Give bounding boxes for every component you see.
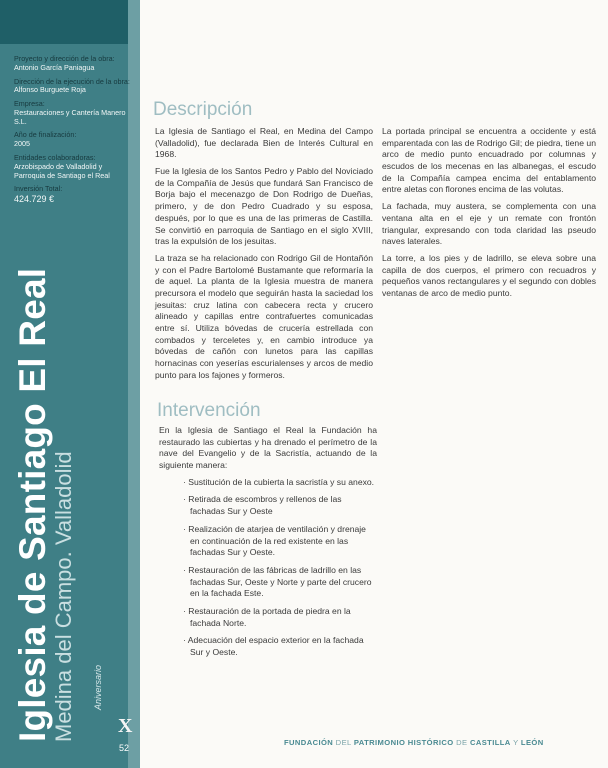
descripcion-left-column [155,126,373,386]
page-subtitle: Medina del Campo. Valladolid [51,451,76,742]
detail-label: Año de finalización: [14,130,77,140]
list-item: · Sustitución de la cubierta la sacristía y su anexo. [183,477,377,489]
sidebar-top-band [0,0,128,44]
detail-anio [14,131,134,149]
intervencion-intro: En la Iglesia de Santiago el Real la Fundación ha restaurado las cubiertas y ha drenado el perímetro de la nave del Evangelio y de la Sacristía, actuando de la siguiente manera: [159,425,377,471]
detail-label: Proyecto y dirección de la obra: [14,54,115,63]
detail-label: Entidades colaboradoras: [14,153,96,163]
list-item: · Retirada de escombros y rellenos de las fachadas Sur y Oeste [183,494,377,517]
vertical-title [12,267,76,742]
page-number: 52 [119,743,130,753]
intervencion-column [159,425,377,665]
paragraph: La Iglesia de Santiago el Real, en Medina del Campo (Valladolid), fue declarada Bien de Interés Cultural en 1968. [155,126,373,160]
footer-word: LEÓN [520,738,544,747]
detail-value: Alfonso Burguete Roja [14,85,86,95]
aniversario-label: Aniversario [93,664,103,710]
detail-value: Arzobispado de Valladolid y Parroquia de Santiago el Real [14,161,110,180]
paragraph: Fue la Iglesia de los Santos Pedro y Pablo del Noviciado de la Compañía de Jesús que fundará San Francisco de Borja bajo el mecenazgo de Don Rodrigo de Dueñas, primero, y de don Pedro Cuadrado y su esposa, después, por lo que es una de las primeras de Castilla. Se convirtió en parroquia de Santiago en el siglo XVIII, tras la expulsión de los jesuitas. [155,166,373,247]
foundation-footer [284,738,544,747]
footer-word: DE [453,738,470,747]
detail-proyecto [14,55,134,73]
detail-value: 2005 [14,139,30,149]
list-item: · Adecuación del espacio exterior en la fachada Sur y Oeste. [183,635,377,658]
detail-value: Antonio García Paniagua [14,62,95,72]
footer-word: DEL [333,738,354,747]
detail-value: 424.729 € [14,194,55,205]
anniversary-roman-numeral: X [118,715,133,737]
detail-entidades [14,154,134,180]
detail-inversion [14,185,134,205]
paragraph: La torre, a los pies y de ladrillo, se eleva sobre una capilla de dos cuerpos, el primero con recuadros y pequeños vanos rectangulares y el segundo con dobles ventanas de arco de medio punto. [382,252,596,298]
detail-empresa [14,100,134,126]
project-details [14,55,134,210]
intervencion-heading: Intervención [157,400,261,421]
footer-word: PATRIMONIO HISTÓRICO [353,738,454,747]
descripcion-heading: Descripción [153,99,253,120]
descripcion-right-column [382,126,596,305]
paragraph: La fachada, muy austera, se complementa con una ventana alta en el eje y un remate con frontón triangular, expresando con toda claridad las pseudo naves laterales. [382,201,596,247]
page-title: Iglesia de Santiago El Real [12,267,53,742]
footer-word: Y [510,738,521,747]
detail-direccion [14,78,134,96]
detail-value: Restauraciones y Cantería Manero S.L. [14,107,126,126]
footer-word: FUNDACIÓN [284,738,334,747]
detail-label: Dirección de la ejecución de la obra: [14,76,130,86]
list-item: · Restauración de las fábricas de ladrillo en las fachadas Sur, Oeste y Norte y parte del crucero en la fachada Este. [183,565,377,600]
detail-label: Inversión Total: [14,184,63,194]
list-item: · Realización de atarjea de ventilación y drenaje en continuación de la red existente en las fachadas Sur y Oeste. [183,524,377,559]
intervencion-list [159,477,377,659]
detail-label: Empresa: [14,99,45,109]
paragraph: La traza se ha relacionado con Rodrigo Gil de Hontañón y con el Padre Bartolomé Bustamante que reformaría la de aquel. La planta de la Iglesia muestra de manera precursora el modelo que seguirán hasta la saciedad los jesuitas: cruz latina con cabecera recta y crucero alineado y capillas entre contrafuertes comunicadas entre sí. Utiliza bóvedas de crucería estrellada con combados y terceletes y, en cambio introduce ya bóvedas de cañón con lunetos para las capillas hornacinas con yeserías escurialenses y arcos de medio punto para los fajones y formeros. [155,252,373,380]
paragraph: La portada principal se encuentra a occidente y está emparentada con las de Rodrigo Gil; de piedra, tiene un arco de medio punto encuadrado por columnas y escudos de los mecenas en las albanegas, el escudo de la Compañía campea encima del entablamento entre aletas con florones encima de las volutas. [382,126,596,195]
list-item: · Restauración de la portada de piedra en la fachada Norte. [183,606,377,629]
footer-word: CASTILLA [469,738,511,747]
